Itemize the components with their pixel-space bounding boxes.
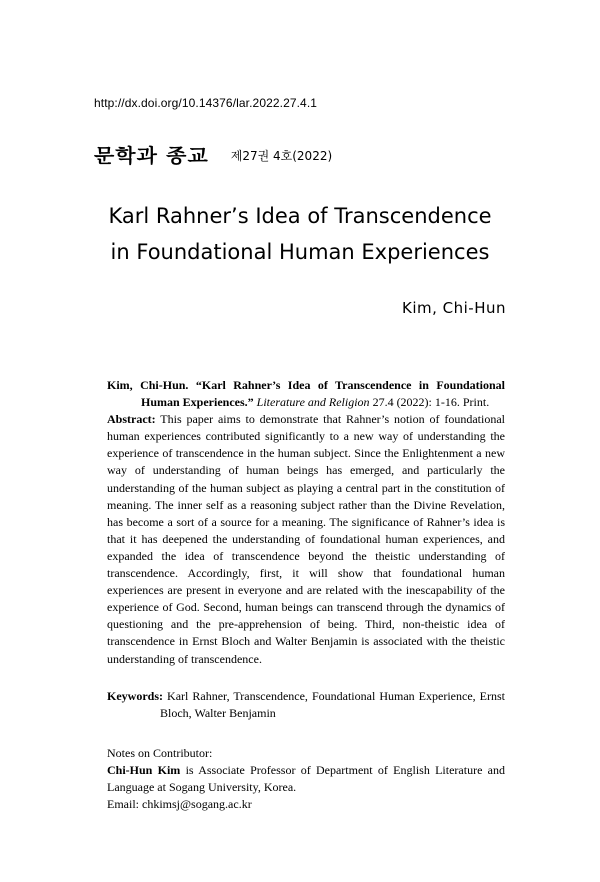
contributor-bio: is Associate Professor of Department of English Literature and Language at Sogang University, Korea. xyxy=(107,762,506,794)
journal-name: 문학과 종교 xyxy=(94,145,209,167)
keywords-label: Keywords: xyxy=(107,688,163,703)
citation-details: 27.4 (2022): 1-16. Print. xyxy=(372,395,490,410)
citation-authors: Kim, Chi-Hun. xyxy=(107,378,189,392)
journal-issue: 제27권 4호(2022) xyxy=(230,148,333,163)
doi-link[interactable]: http://dx.doi.org/10.14376/lar.2022.27.4.1 xyxy=(94,96,318,110)
citation-article-title: “Karl Rahner’s Idea of Transcendence in Foundational Human Experiences.” xyxy=(141,378,506,410)
contributor-email[interactable]: Email: chkimsj@sogang.ac.kr xyxy=(107,797,252,812)
abstract-text: This paper aims to demonstrate that Rahner’s notion of foundational human experiences contributed significantly to a new way of understanding the experience of transcendence in the human subject. Since the Enlightenment a new way of understanding of human beings has emerged, and particularly the understanding of the human subject as playing a central part in the constitution of meaning. The inner self as a reasoning subject rather than the Divine Revelation, has become a sort of a source for a meaning. The significance of Rahner’s idea is that it has deepened the understanding of foundational human experiences, and expanded the idea of transcendence beyond the theistic understanding of transcendence. Accordingly, first, it will show that foundational human experiences are present in everyone and are related with the inescapability of the experience of God. Second, human beings can transcend through the dynamics of questioning and the pre-apprehension of being. Third, non-theistic idea of transcendence in Ernst Bloch and Walter Benjamin is associated with the theistic understanding of transcendence. xyxy=(107,412,505,666)
keywords xyxy=(107,688,505,722)
article-title-line-1: Karl Rahner’s Idea of Transcendence xyxy=(108,204,492,228)
article-front-matter xyxy=(107,377,505,813)
article-title-line-2: in Foundational Human Experiences xyxy=(110,240,490,264)
contributor-name: Chi-Hun Kim xyxy=(107,762,181,777)
keywords-text: Karl Rahner, Transcendence, Foundational Human Experience, Ernst Bloch, Walter Benjamin xyxy=(160,688,506,720)
citation xyxy=(107,377,505,411)
author-name: Kim, Chi-Hun xyxy=(401,299,506,317)
abstract xyxy=(107,411,505,667)
abstract-label: Abstract: xyxy=(107,412,156,427)
contributor-heading: Notes on Contributor: xyxy=(107,745,213,760)
journal-header xyxy=(94,140,332,170)
contributor-notes xyxy=(107,745,505,813)
contributor-bio-paragraph xyxy=(107,762,505,796)
citation-journal: Literature and Religion xyxy=(256,395,370,410)
